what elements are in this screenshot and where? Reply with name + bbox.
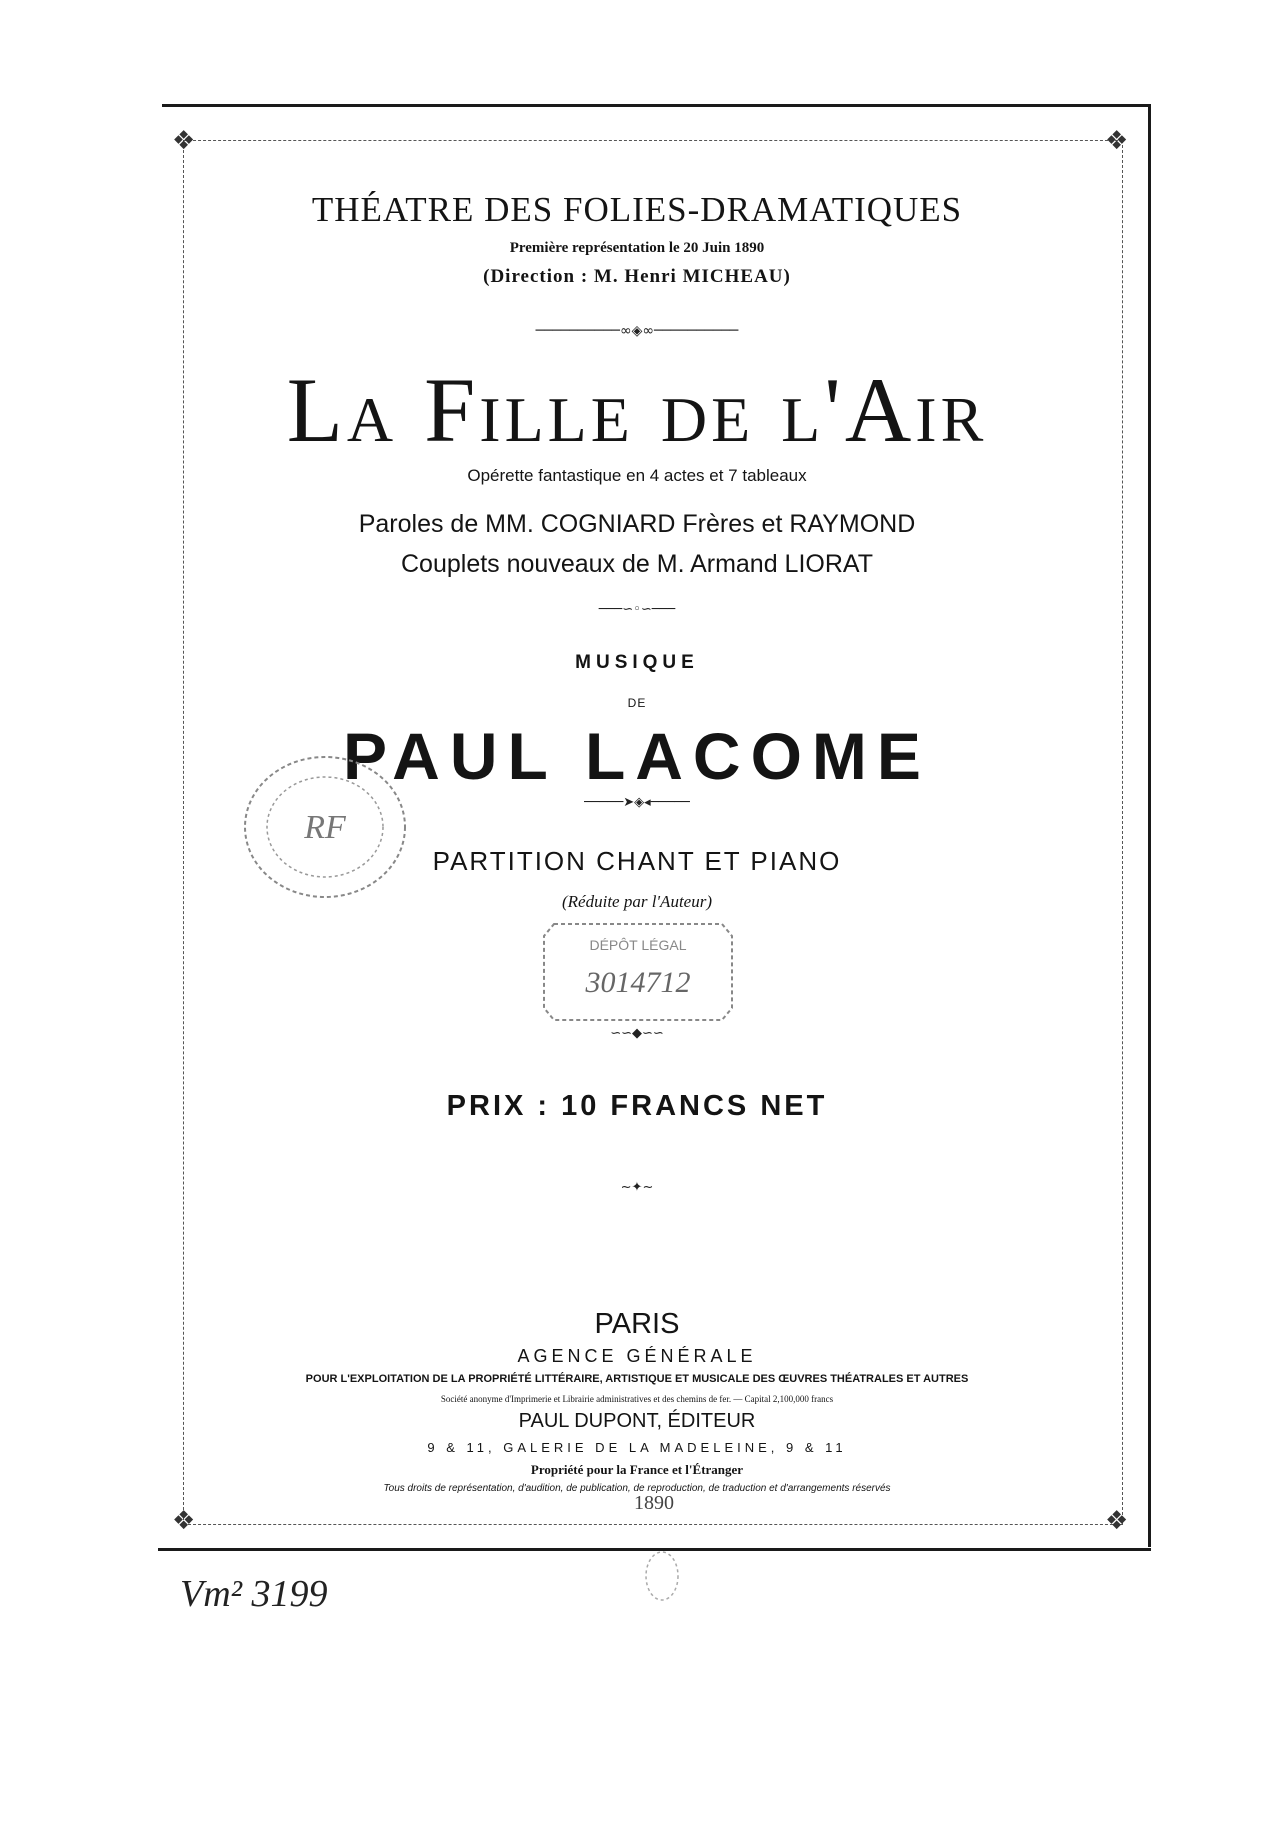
corner-ornament-top-right-icon: ❖: [1105, 126, 1129, 156]
theatre-name: THÉATRE DES FOLIES-DRAMATIQUES: [311, 190, 963, 229]
de-label: DE: [627, 696, 647, 710]
divider-ornament-icon: ~✦~: [620, 1180, 654, 1195]
work-title: La Fille de l'Air: [286, 359, 988, 461]
publisher-agency: AGENCE GÉNÉRALE: [517, 1346, 757, 1366]
musique-label: MUSIQUE: [575, 652, 699, 673]
corner-ornament-top-left-icon: ❖: [172, 126, 196, 156]
publisher-name: PAUL DUPONT, ÉDITEUR: [518, 1410, 756, 1432]
depot-legal-stamp-icon: [540, 920, 736, 1024]
imprint-city: PARIS: [594, 1308, 680, 1340]
divider-ornament-icon: ───∽◦∽───: [598, 602, 676, 617]
publisher-address: 9 & 11, GALERIE DE LA MADELEINE, 9 & 11: [427, 1440, 847, 1455]
divider-ornament-icon: ─────➤◈◂─────: [584, 795, 690, 810]
premiere-date: Première représentation le 20 Juin 1890: [509, 240, 765, 256]
shelfmark-handwritten: Vm² 3199: [180, 1573, 328, 1615]
page-stamp-icon: [642, 1548, 682, 1604]
stamp-depot-label: DÉPÔT LÉGAL: [589, 937, 687, 953]
couplets-credit: Couplets nouveaux de M. Armand LIORAT: [401, 550, 873, 578]
agency-description: POUR L'EXPLOITATION DE LA PROPRIÉTÉ LITTÉRAIRE, ARTISTIQUE ET MUSICALE DES ŒUVRES THÉATRALES ET AUTRES: [305, 1373, 969, 1385]
company-details: Société anonyme d'Imprimerie et Librairie administratives et des chemins de fer. — Capital 2,100,000 francs: [440, 1394, 834, 1404]
library-stamp-icon: [240, 752, 410, 902]
direction-credit: (Direction : M. Henri MICHEAU): [483, 266, 791, 287]
partition-label: PARTITION CHANT ET PIANO: [432, 846, 842, 876]
price: PRIX : 10 FRANCS NET: [446, 1090, 828, 1122]
rights-reserved: Tous droits de représentation, d'audition, de publication, de reproduction, de traduction et d'arrangements réservés: [383, 1483, 891, 1494]
rights-territory: Propriété pour la France et l'Étranger: [530, 1462, 744, 1477]
reduction-note: (Réduite par l'Auteur): [562, 892, 712, 911]
year-stamp: 1890: [634, 1492, 674, 1514]
divider-ornament-icon: ∽∽◆∽∽: [610, 1026, 664, 1041]
composer-name: PAUL LACOME: [343, 719, 931, 793]
lyricists-credit: Paroles de MM. COGNIARD Frères et RAYMOND: [358, 510, 916, 538]
corner-ornament-bottom-right-icon: ❖: [1105, 1506, 1129, 1536]
stamp-initials: RF: [304, 809, 346, 846]
corner-ornament-bottom-left-icon: ❖: [172, 1506, 196, 1536]
work-subtitle: Opérette fantastique en 4 actes et 7 tableaux: [467, 466, 807, 485]
stamp-depot-number: 3014712: [585, 966, 691, 999]
divider-ornament-icon: ──────────∞◈∞──────────: [535, 323, 739, 339]
